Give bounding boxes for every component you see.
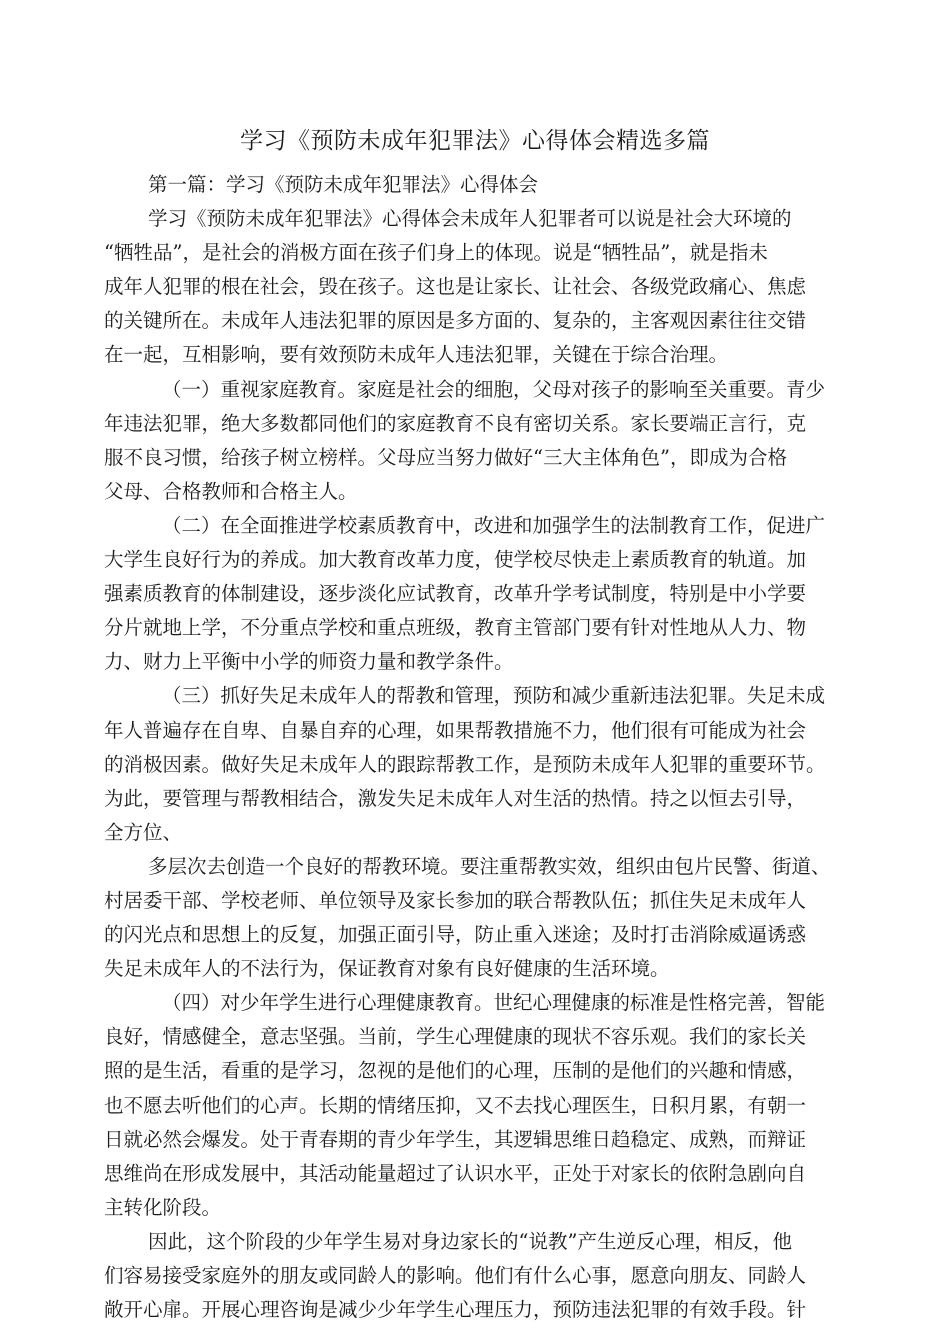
- paragraph-line: 分片就地上学，不分重点学校和重点班级，教育主管部门要有针对性地从人力、物: [104, 616, 807, 640]
- paragraph-line: 在一起，互相影响，要有效预防未成年人违法犯罪，关键在于综合治理。: [104, 343, 729, 367]
- paragraph-line: 年人普遍存在自卑、自暴自弃的心理，如果帮教措施不力，他们很有可能成为社会: [104, 718, 807, 742]
- paragraph-line: 敞开心扉。开展心理咨询是减少少年学生心理压力，预防违法犯罪的有效手段。针: [104, 1298, 807, 1322]
- paragraph-line: 们容易接受家庭外的朋友或同龄人的影响。他们有什么心事，愿意向朋友、同龄人: [104, 1264, 807, 1287]
- paragraph-line: 年违法犯罪，绝大多数都同他们的家庭教育不良有密切关系。家长要端正言行，克: [104, 411, 807, 435]
- paragraph-line: 全方位、: [104, 820, 183, 844]
- paragraph-line: 因此，这个阶段的少年学生易对身边家长的“说教”产生逆反心理，相反，他: [148, 1229, 792, 1253]
- paragraph-line: （二）在全面推进学校素质教育中，改进和加强学生的法制教育工作，促进广: [162, 513, 826, 537]
- paragraph-line: 失足未成年人的不法行为，保证教育对象有良好健康的生活环境。: [104, 957, 670, 981]
- paragraph-line: （三）抓好失足未成年人的帮教和管理，预防和减少重新违法犯罪。失足未成: [162, 684, 826, 708]
- paragraph-line: 日就必然会爆发。处于青春期的青少年学生，其逻辑思维日趋稳定、成熟，而辩证: [104, 1127, 807, 1151]
- section-heading: 第一篇：学习《预防未成年犯罪法》心得体会: [148, 173, 539, 196]
- paragraph-line: 服不良习惯，给孩子树立榜样。父母应当努力做好“三大主体角色”，即成为合格: [104, 445, 787, 469]
- paragraph-line: 力、财力上平衡中小学的师资力量和教学条件。: [104, 650, 514, 674]
- paragraph-line: “牺牲品”，是社会的消极方面在孩子们身上的体现。说是“牺牲品”，就是指未: [104, 241, 768, 265]
- paragraph-line: 的关键所在。未成年人违法犯罪的原因是多方面的、复杂的，主客观因素往往交错: [104, 309, 807, 333]
- paragraph-line: 学习《预防未成年犯罪法》心得体会未成年人犯罪者可以说是社会大环境的: [148, 207, 792, 231]
- paragraph-line: 强素质教育的体制建设，逐步淡化应试教育，改革升学考试制度，特别是中小学要: [104, 582, 807, 606]
- paragraph-line: 多层次去创造一个良好的帮教环境。要注重帮教实效，组织由包片民警、街道、: [148, 854, 831, 878]
- paragraph-line: 成年人犯罪的根在社会，毁在孩子。这也是让家长、让社会、各级党政痛心、焦虑: [104, 275, 807, 299]
- paragraph-line: 的闪光点和思想上的反复，加强正面引导，防止重入迷途；及时打击消除威逼诱惑: [104, 923, 807, 947]
- paragraph-line: （四）对少年学生进行心理健康教育。世纪心理健康的标准是性格完善，智能: [162, 991, 826, 1015]
- paragraph-line: 的消极因素。做好失足未成年人的跟踪帮教工作，是预防未成年人犯罪的重要环节。: [104, 752, 826, 776]
- paragraph-line: 父母、合格教师和合格主人。: [104, 479, 358, 503]
- paragraph-line: 照的是生活，看重的是学习，忽视的是他们的心理，压制的是他们的兴趣和情感，: [104, 1059, 807, 1083]
- document-title: 学习《预防未成年犯罪法》心得体会精选多篇: [240, 128, 710, 154]
- paragraph-line: 为此，要管理与帮教相结合，激发失足未成年人对生活的热情。持之以恒去引导，: [104, 786, 807, 810]
- paragraph-line: 大学生良好行为的养成。加大教育改革力度，使学校尽快走上素质教育的轨道。加: [104, 548, 807, 572]
- paragraph-line: 思维尚在形成发展中，其活动能量超过了认识水平，正处于对家长的依附急剧向自: [104, 1161, 807, 1185]
- paragraph-line: 也不愿去听他们的心声。长期的情绪压抑，又不去找心理医生，日积月累，有朝一: [104, 1093, 807, 1117]
- paragraph-line: （一）重视家庭教育。家庭是社会的细胞，父母对孩子的影响至关重要。青少: [162, 377, 826, 401]
- paragraph-line: 主转化阶段。: [104, 1195, 222, 1219]
- paragraph-line: 良好，情感健全，意志坚强。当前，学生心理健康的现状不容乐观。我们的家长关: [104, 1025, 807, 1049]
- paragraph-line: 村居委干部、学校老师、单位领导及家长参加的联合帮教队伍；抓住失足未成年人: [104, 888, 807, 912]
- document-body: [104, 168, 850, 1327]
